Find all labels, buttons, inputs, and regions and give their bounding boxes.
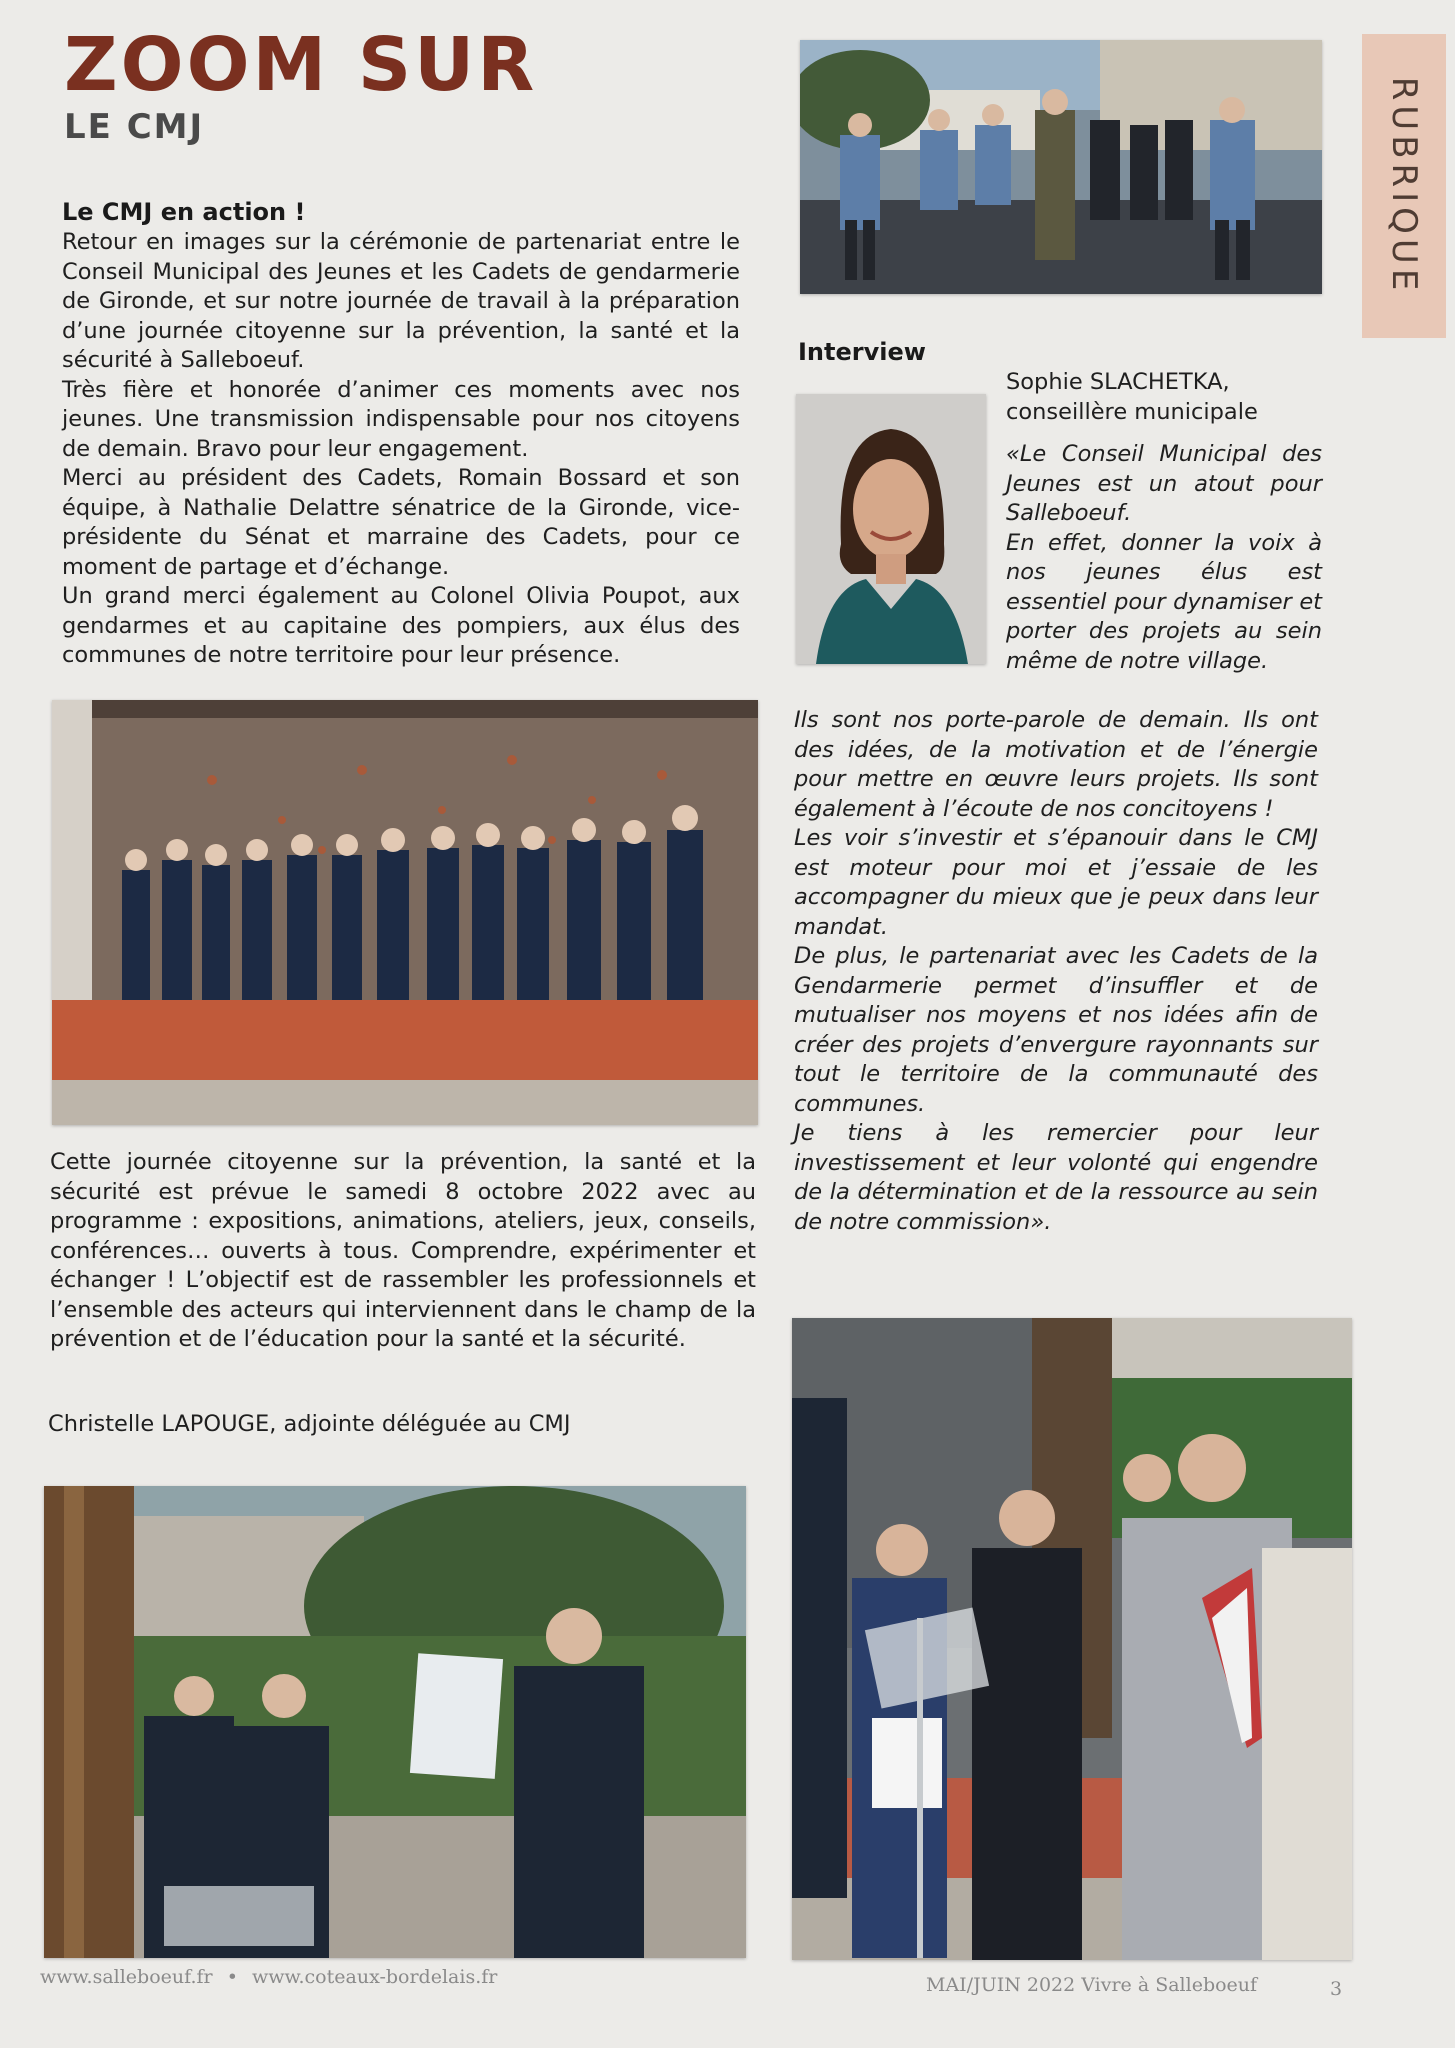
article-details — [50, 1148, 756, 1355]
interview-paragraph: Je tiens à les remercier pour leur investissement et leur volonté qui engendre de la détermination et de la ressource au sein de notre commission». — [794, 1120, 1318, 1235]
footer-links — [40, 1966, 497, 1988]
interview-quote-bottom — [794, 706, 1318, 1237]
article-paragraph: Merci au président des Cadets, Romain Bossard et son équipe, à Nathalie Delattre sénatrice de la Gironde, vice-présidente du Sénat et marraine des Cadets, pour ce moment de partage et d’échange. — [62, 465, 740, 580]
interview-paragraph: «Le Conseil Municipal des Jeunes est un atout pour Salleboeuf. — [1006, 441, 1322, 526]
article-signature: Christelle LAPOUGE, adjointe déléguée au CMJ — [48, 1411, 571, 1437]
article-paragraph: Très fière et honorée d’animer ces moments avec nos jeunes. Une transmission indispensable pour nos citoyens de demain. Bravo pour leur engagement. — [62, 376, 740, 462]
interview-quote-top — [1006, 440, 1322, 676]
article-paragraph: Un grand merci également au Colonel Olivia Poupot, aux gendarmes et au capitaine des pompiers, aux élus des communes de notre territoire pour leur présence. — [62, 583, 740, 668]
section-tab-label: RUBRIQUE — [1384, 76, 1424, 296]
interview-paragraph: Ils sont nos porte-parole de demain. Ils ont des idées, de la motivation et de l’énergie pour mettre en œuvre leurs projets. Ils sont également à l’écoute de nos concitoyens ! — [794, 707, 1318, 822]
photo-signing-plaque-image — [44, 1486, 746, 1958]
interviewee-name: Sophie SLACHETKA, — [1006, 369, 1230, 395]
photo-youth-speech-image — [792, 1318, 1352, 1960]
footer-website-salleboeuf[interactable]: www.salleboeuf.fr — [40, 1966, 213, 1988]
photo-youth-speech — [792, 1318, 1352, 1960]
interview-paragraph: De plus, le partenariat avec les Cadets de la Gendarmerie permet d’insuffler et de mutualiser nos moyens et nos idées afin de créer des projets d’envergure rayonnants sur tout le territoire de la communauté des communes. — [794, 943, 1318, 1117]
footer-website-coteaux[interactable]: www.coteaux-bordelais.fr — [251, 1966, 498, 1988]
footer-issue: MAI/JUIN 2022 Vivre à Salleboeuf — [926, 1974, 1258, 1996]
photo-cadets-outdoors-image — [800, 40, 1322, 294]
interview-paragraph: En effet, donner la voix à nos jeunes élus est essentiel pour dynamiser et porter des projets au sein même de notre village. — [1006, 529, 1322, 674]
footer-separator: • — [226, 1966, 238, 1988]
interview-heading: Interview — [798, 338, 926, 366]
photo-signing-plaque — [44, 1486, 746, 1958]
article-paragraph: Retour en images sur la cérémonie de partenariat entre le Conseil Municipal des Jeunes et les Cadets de gendarmerie de Gironde, et sur notre journée de travail à la préparation d’une journée citoyenne sur la prévention, la santé et la sécurité à Salleboeuf. — [62, 229, 740, 373]
photo-group-climbing-wall — [52, 700, 758, 1125]
photo-portrait-sophie-image — [796, 394, 986, 664]
interview-paragraph: Les voir s’investir et s’épanouir dans le CMJ est moteur pour moi et j’essaie de les accompagner du mieux que je peux dans leur mandat. — [794, 825, 1318, 940]
page-subtitle: LE CMJ — [64, 107, 205, 147]
article-paragraph-second: Cette journée citoyenne sur la prévention, la santé et la sécurité est prévue le samedi 8 octobre 2022 avec au programme : expositions, animations, ateliers, jeux, conseils, conférences… ouverts à tous. Comprendre, expérimenter et échanger ! L’objectif est de rassembler les professionnels et l’ensemble des acteurs qui interviennent dans le champ de la prévention et de l’éducation pour la santé et la sécurité. — [50, 1149, 756, 1352]
photo-group-climbing-wall-image — [52, 700, 758, 1125]
page-title: ZOOM SUR — [64, 22, 538, 108]
article-heading: Le CMJ en action ! — [62, 198, 306, 226]
photo-cadets-outdoors — [800, 40, 1322, 294]
article-intro — [62, 198, 740, 671]
interviewee-info — [1006, 368, 1322, 427]
section-tab — [1362, 34, 1446, 338]
interviewee-role: conseillère municipale — [1006, 398, 1258, 425]
footer-page-number: 3 — [1330, 1978, 1343, 2000]
photo-portrait-sophie — [796, 394, 986, 664]
